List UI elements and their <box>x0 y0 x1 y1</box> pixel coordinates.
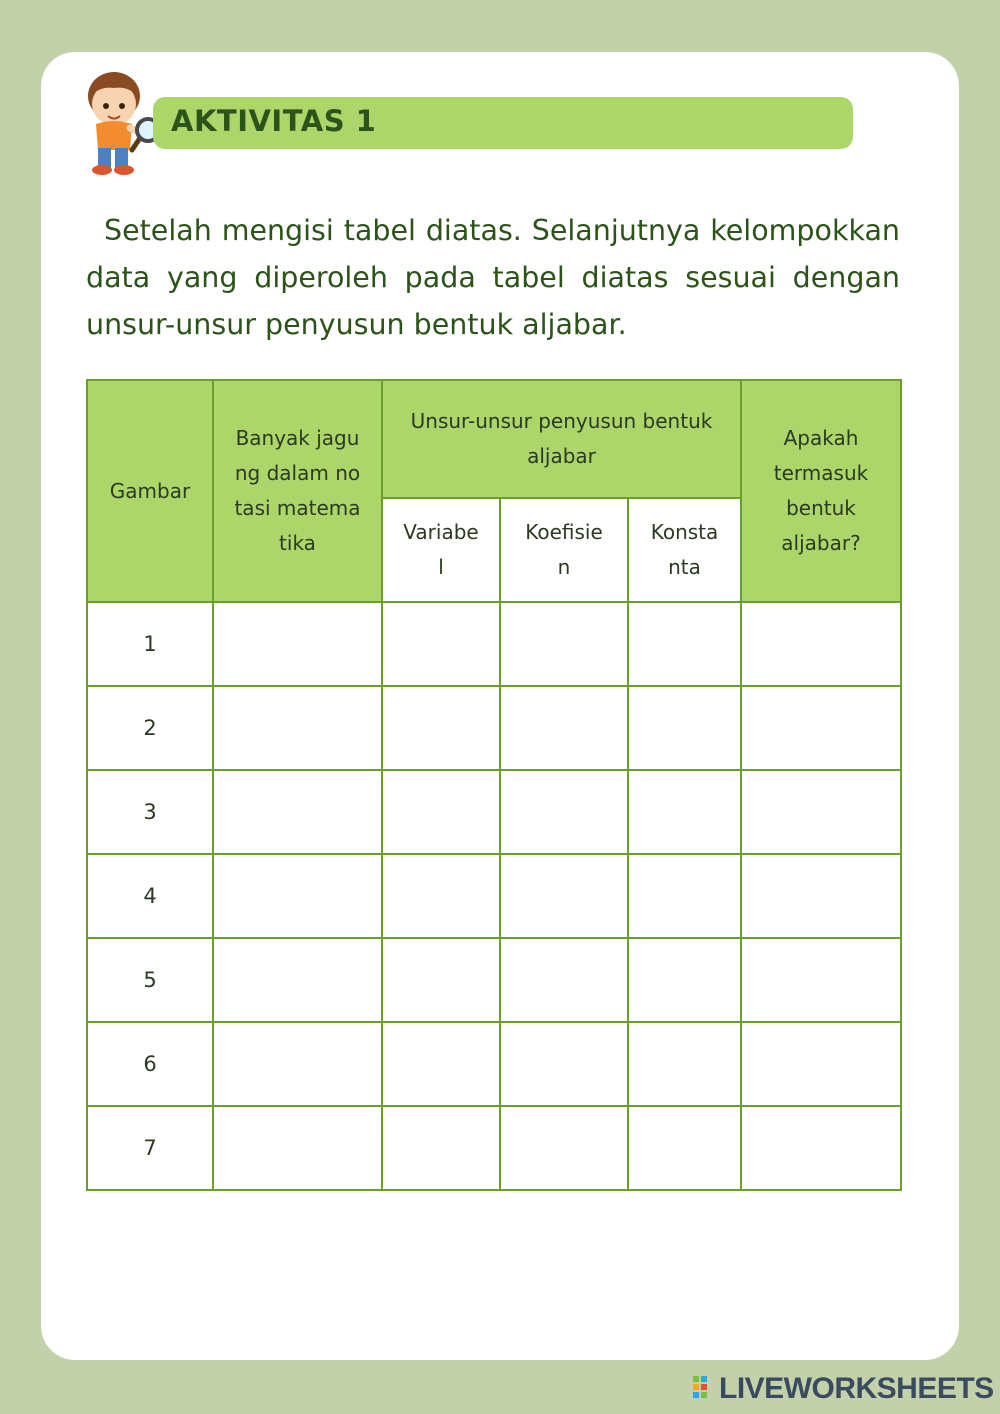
footer-brand[interactable] <box>693 1372 994 1406</box>
answer-cell-konstanta[interactable] <box>628 770 741 854</box>
table-row <box>87 1106 901 1190</box>
answer-cell-banyak[interactable] <box>213 1106 382 1190</box>
answer-cell-variabel[interactable] <box>382 938 500 1022</box>
liveworksheets-logo-icon <box>693 1376 715 1402</box>
answer-cell-banyak[interactable] <box>213 854 382 938</box>
row-number: 3 <box>87 770 213 854</box>
answer-cell-variabel[interactable] <box>382 1106 500 1190</box>
header-konstanta: Konstanta <box>628 498 741 602</box>
child-with-magnifier-icon <box>70 66 166 178</box>
answer-cell-apakah[interactable] <box>741 686 901 770</box>
row-number: 5 <box>87 938 213 1022</box>
header-unsur: Unsur-unsur penyusun bentuk aljabar <box>382 380 741 498</box>
answer-cell-banyak[interactable] <box>213 686 382 770</box>
answer-cell-banyak[interactable] <box>213 938 382 1022</box>
algebra-table <box>86 379 902 1191</box>
header-gambar: Gambar <box>87 380 213 602</box>
answer-cell-koefisien[interactable] <box>500 938 628 1022</box>
instruction-text: Setelah mengisi tabel diatas. Selanjutnya kelompokkan data yang diperoleh pada tabel diatas sesuai dengan unsur-unsur penyusun bentuk aljabar. <box>86 214 900 341</box>
answer-cell-konstanta[interactable] <box>628 1106 741 1190</box>
answer-cell-variabel[interactable] <box>382 770 500 854</box>
table-row <box>87 1022 901 1106</box>
answer-cell-koefisien[interactable] <box>500 854 628 938</box>
header-apakah: Apakah termasuk bentuk aljabar? <box>741 380 901 602</box>
answer-cell-koefisien[interactable] <box>500 1022 628 1106</box>
answer-cell-konstanta[interactable] <box>628 938 741 1022</box>
answer-cell-apakah[interactable] <box>741 770 901 854</box>
answer-cell-variabel[interactable] <box>382 854 500 938</box>
table-row <box>87 854 901 938</box>
table-row <box>87 686 901 770</box>
answer-cell-apakah[interactable] <box>741 1022 901 1106</box>
table-row <box>87 938 901 1022</box>
table-row <box>87 602 901 686</box>
header-banyak: Banyak jagung dalam notasi matematika <box>213 380 382 602</box>
row-number: 1 <box>87 602 213 686</box>
header-koefisien: Koefisien <box>500 498 628 602</box>
answer-cell-konstanta[interactable] <box>628 854 741 938</box>
answer-cell-konstanta[interactable] <box>628 1022 741 1106</box>
answer-cell-apakah[interactable] <box>741 1106 901 1190</box>
answer-cell-konstanta[interactable] <box>628 602 741 686</box>
row-number: 7 <box>87 1106 213 1190</box>
answer-cell-koefisien[interactable] <box>500 770 628 854</box>
answer-cell-koefisien[interactable] <box>500 1106 628 1190</box>
row-number: 4 <box>87 854 213 938</box>
answer-cell-koefisien[interactable] <box>500 686 628 770</box>
row-number: 6 <box>87 1022 213 1106</box>
row-number: 2 <box>87 686 213 770</box>
header-variabel: Variabel <box>382 498 500 602</box>
answer-cell-banyak[interactable] <box>213 602 382 686</box>
answer-cell-apakah[interactable] <box>741 602 901 686</box>
page-title: AKTIVITAS 1 <box>171 104 377 138</box>
footer-brand-text: LIVEWORKSHEETS <box>719 1372 994 1405</box>
answer-cell-variabel[interactable] <box>382 602 500 686</box>
answer-cell-variabel[interactable] <box>382 686 500 770</box>
answer-cell-apakah[interactable] <box>741 854 901 938</box>
answer-cell-banyak[interactable] <box>213 770 382 854</box>
answer-cell-konstanta[interactable] <box>628 686 741 770</box>
answer-cell-variabel[interactable] <box>382 1022 500 1106</box>
answer-cell-banyak[interactable] <box>213 1022 382 1106</box>
answer-cell-apakah[interactable] <box>741 938 901 1022</box>
table-row <box>87 770 901 854</box>
answer-cell-koefisien[interactable] <box>500 602 628 686</box>
